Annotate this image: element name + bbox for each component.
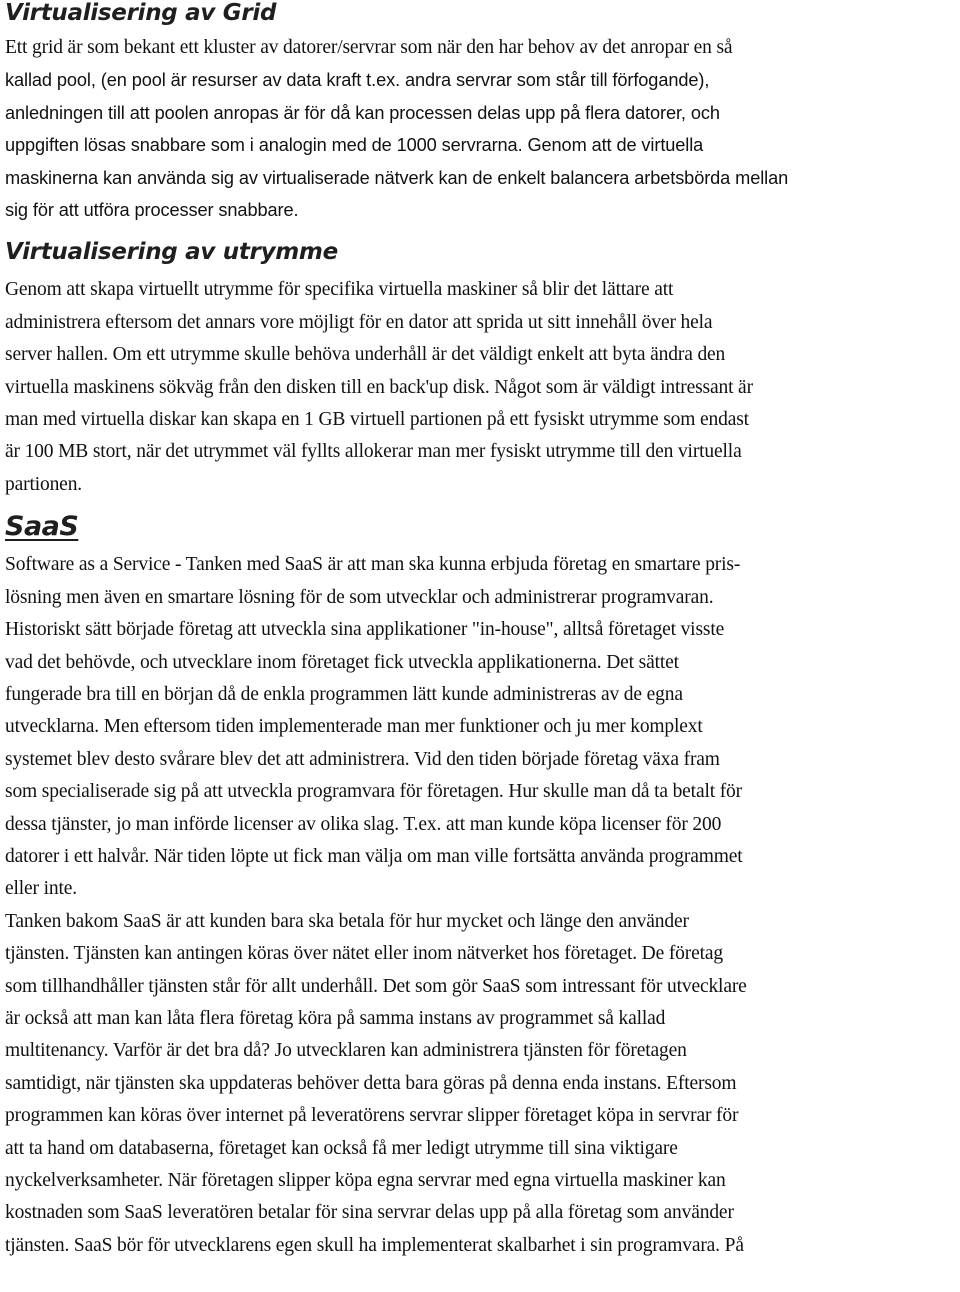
text-line: sig för att utföra processer snabbare.	[5, 200, 299, 221]
text-line: datorer i ett halvår. När tiden löpte ut fick man välja om man ville fortsätta använda programmet	[5, 845, 743, 867]
text-line: som specialiserade sig på att utveckla programvara för företagen. Hur skulle man då ta betalt för	[5, 781, 742, 803]
text-line: eller inte.	[5, 878, 77, 900]
text-line: virtuella maskinens sökväg från den disken till en back'up disk. Något som är väldigt intressant är	[5, 376, 753, 398]
text-line: är 100 MB stort, när det utrymmet väl fyllts allokerar man mer fysiskt utrymme till den virtuella	[5, 441, 742, 463]
text-line: nyckelverksamheter. När företagen slipper köpa egna servrar med egna virtuella maskiner kan	[5, 1170, 726, 1191]
text-line: fungerade bra till en början då de enkla programmen lätt kunde administreras av de egna	[5, 683, 683, 705]
text-line: samtidigt, när tjänsten ska uppdateras behöver detta bara göras på denna enda instans. Eftersom	[5, 1072, 737, 1094]
text-line: maskinerna kan använda sig av virtualiserade nätverk kan de enkelt balancera arbetsbörda mellan	[5, 167, 789, 188]
text-line: är också att man kan låta flera företag köra på samma instans av programmet så kallad	[5, 1007, 666, 1029]
text-line: man med virtuella diskar kan skapa en 1 GB virtuell partionen på ett fysiskt utrymme som endast	[5, 409, 749, 431]
document-page	[5, 0, 955, 1262]
text-line: server hallen. Om ett utrymme skulle behöva underhåll är det väldigt enkelt att byta ändra den	[5, 344, 726, 366]
text-line: lösning men även en smartare lösning för de som utvecklar och administrerar programvaran.	[5, 586, 714, 608]
text-line: multitenancy. Varför är det bra då? Jo utvecklaren kan administrera tjänsten för företagen	[5, 1040, 687, 1062]
text-line: partionen.	[5, 473, 83, 495]
text-line: Historiskt sätt började företag att utveckla sina applikationer "in-house", alltså företaget visste	[5, 619, 725, 641]
text-line: Tanken bakom SaaS är att kunden bara ska betala för hur mycket och länge den använder	[5, 910, 689, 932]
text-line: Software as a Service - Tanken med SaaS är att man ska kunna erbjuda företag en smartare pris-	[5, 554, 741, 576]
text-line: som tillhandhåller tjänsten står för allt underhåll. Det som gör SaaS som intressant för utvecklare	[5, 975, 747, 997]
text-line: utvecklarna. Men eftersom tiden implementerade man mer funktioner och ju mer komplext	[5, 716, 703, 738]
text-line: tjänsten. SaaS bör för utvecklarens egen skull ha implementerat skalbarhet i sin programvara. På	[5, 1234, 744, 1256]
text-line: tjänsten. Tjänsten kan antingen köras över nätet eller inom nätverket hos företaget. De företag	[5, 943, 724, 965]
paragraph-utrymme	[5, 274, 955, 501]
paragraph-grid	[5, 32, 955, 226]
text-line: vad det behövde, och utvecklare inom företaget fick utveckla applikationerna. Det sättet	[5, 651, 679, 673]
text-line: anledningen till att poolen anropas är för då kan processen delas upp på flera datorer, och	[5, 102, 720, 123]
heading-saas: SaaS	[5, 511, 79, 543]
text-line: systemet blev desto svårare blev det att administrera. Vid den tiden började företag växa fram	[5, 748, 720, 770]
paragraph-saas	[5, 549, 955, 1262]
text-line: uppgiften lösas snabbare som i analogin med de 1000 servrarna. Genom att de virtuella	[5, 135, 704, 156]
text-line: programmen kan köras över internet på leveratörens servrar slipper företaget köpa in servrar för	[5, 1105, 739, 1127]
text-line: kallad pool, (en pool är resurser av data kraft t.ex. andra servrar som står till förfogande),	[5, 70, 710, 91]
text-line: Ett grid är som bekant ett kluster av datorer/servrar som när den har behov av det anropar en så	[5, 37, 733, 58]
text-line: att ta hand om databaserna, företaget kan också få mer ledigt utrymme till sina viktigare	[5, 1137, 678, 1159]
heading-utrymme: Virtualisering av utrymme	[5, 239, 338, 266]
text-line: kostnaden som SaaS leveratören betalar för sina servrar delas upp på alla företag som använder	[5, 1202, 734, 1224]
text-line: dessa tjänster, jo man införde licenser av olika slag. T.ex. att man kunde köpa licenser för 200	[5, 813, 722, 835]
text-line: administrera eftersom det annars vore möjligt för en dator att sprida ut sitt innehåll över hela	[5, 311, 713, 333]
heading-grid: Virtualisering av Grid	[5, 0, 277, 26]
text-line: Genom att skapa virtuellt utrymme för specifika virtuella maskiner så blir det lättare att	[5, 279, 674, 301]
